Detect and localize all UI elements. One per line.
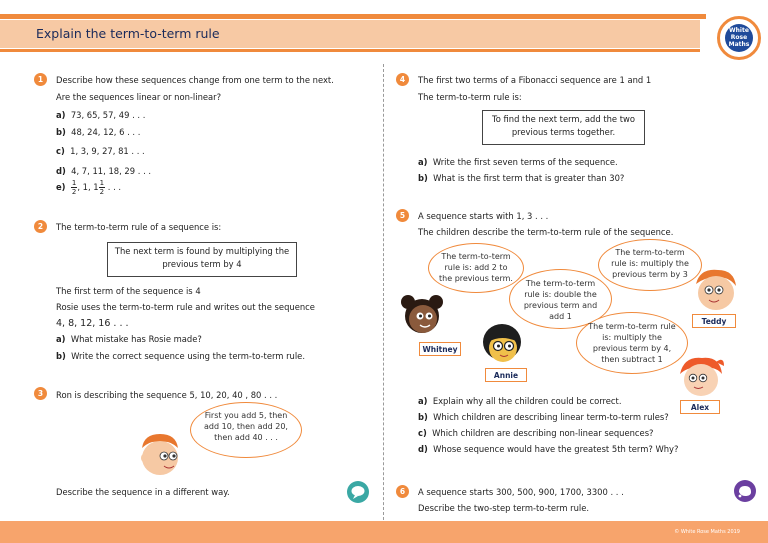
- teddy-speech-bubble: The term-to-term rule is: multiply the previous term by 3: [598, 239, 702, 291]
- fraction: $\frac{1}{2}$: [71, 179, 77, 196]
- q6-intro: A sequence starts 300, 500, 900, 1700, 3300 . . .: [418, 487, 624, 497]
- annie-character-icon: [478, 322, 526, 366]
- annie-speech-bubble: The term-to-term rule is: double the previous term and add 1: [509, 269, 612, 329]
- q5-part-b: b) Which children are describing linear term-to-term rules?: [418, 412, 669, 422]
- fraction: $\frac{1}{2}$: [99, 179, 105, 196]
- whitney-character-icon: [398, 292, 446, 338]
- teddy-name-tag: Teddy: [692, 314, 736, 328]
- question-number-3: 3: [34, 387, 47, 400]
- q2-sequence: 4, 8, 12, 16 . . .: [56, 318, 129, 329]
- logo-line: Maths: [728, 41, 750, 48]
- logo-line: Rose: [730, 34, 748, 41]
- q2-part-a: a) What mistake has Rosie made?: [56, 334, 202, 344]
- q5-part-c: c) Which children are describing non-linear sequences?: [418, 428, 654, 438]
- annie-name-tag: Annie: [485, 368, 527, 382]
- q5-part-a: a) Explain why all the children could be correct.: [418, 396, 622, 406]
- question-number-1: 1: [34, 73, 47, 86]
- whitney-speech-bubble: The term-to-term rule is: add 2 to the previous term.: [428, 243, 524, 293]
- white-rose-maths-logo: [717, 16, 761, 60]
- discussion-icon: [346, 480, 370, 504]
- q4-rule-box: To find the next term, add the two previous terms together.: [482, 110, 645, 145]
- q5-line2: The children describe the term-to-term rule of the sequence.: [418, 227, 674, 237]
- question-number-5: 5: [396, 209, 409, 222]
- q4-line2: The term-to-term rule is:: [418, 92, 522, 102]
- q5-intro: A sequence starts with 1, 3 . . .: [418, 211, 549, 221]
- q3-task: Describe the sequence in a different way.: [56, 487, 230, 497]
- q6-line2: Describe the two-step term-to-term rule.: [418, 503, 590, 513]
- q1-line1: Describe how these sequences change from one term to the next.: [56, 75, 334, 85]
- logo-line: White: [729, 27, 749, 34]
- q2-intro: The term-to-term rule of a sequence is:: [56, 222, 222, 232]
- whitney-name-tag: Whitney: [419, 342, 461, 356]
- teddy-character-icon: [690, 266, 740, 312]
- alex-character-icon: [676, 354, 726, 398]
- alex-speech-bubble: The term-to-term rule is: multiply the previous term by 4, then subtract 1: [576, 312, 688, 374]
- ron-character-icon: [134, 430, 186, 478]
- header-accent-strip-bottom: [0, 49, 700, 52]
- q2-part-b: b) Write the correct sequence using the term-to-term rule.: [56, 351, 305, 361]
- q5-part-d: d) Whose sequence would have the greatest 5th term? Why?: [418, 444, 679, 454]
- q1-part-a: a) 73, 65, 57, 49 . . .: [56, 110, 146, 120]
- q4-part-b: b) What is the first term that is greater than 30?: [418, 173, 625, 183]
- q4-part-a: a) Write the first seven terms of the sequence.: [418, 157, 618, 167]
- page-title: Explain the term-to-term rule: [36, 26, 220, 41]
- q4-intro: The first two terms of a Fibonacci sequence are 1 and 1: [418, 75, 652, 85]
- reasoning-icon: [733, 479, 757, 503]
- question-number-4: 4: [396, 73, 409, 86]
- alex-name-tag: Alex: [680, 400, 720, 414]
- column-divider: [383, 64, 384, 520]
- q3-intro: Ron is describing the sequence 5, 10, 20, 40 , 80 . . .: [56, 390, 278, 400]
- q1-part-d: d) 4, 7, 11, 18, 29 . . .: [56, 166, 152, 176]
- q2-rule-box: The next term is found by multiplying the previous term by 4: [107, 242, 297, 277]
- ron-speech-bubble: First you add 5, then add 10, then add 20, then add 40 . . .: [190, 402, 302, 458]
- q1-part-b: b) 48, 24, 12, 6 . . .: [56, 127, 141, 137]
- footer-copyright: © White Rose Maths 2019: [674, 529, 740, 535]
- question-number-6: 6: [396, 485, 409, 498]
- q2-line1: The first term of the sequence is 4: [56, 286, 201, 296]
- q1-line2: Are the sequences linear or non-linear?: [56, 92, 222, 102]
- footer-bar: [0, 521, 768, 543]
- header-accent-strip: [0, 14, 706, 19]
- q1-part-c: c) 1, 3, 9, 27, 81 . . .: [56, 146, 145, 156]
- question-number-2: 2: [34, 220, 47, 233]
- q1-part-e: e) $\frac{1}{2}$ , 1, 1 $\frac{1}{2}$ . . .: [56, 179, 122, 196]
- q2-line2: Rosie uses the term-to-term rule and writes out the sequence: [56, 302, 315, 312]
